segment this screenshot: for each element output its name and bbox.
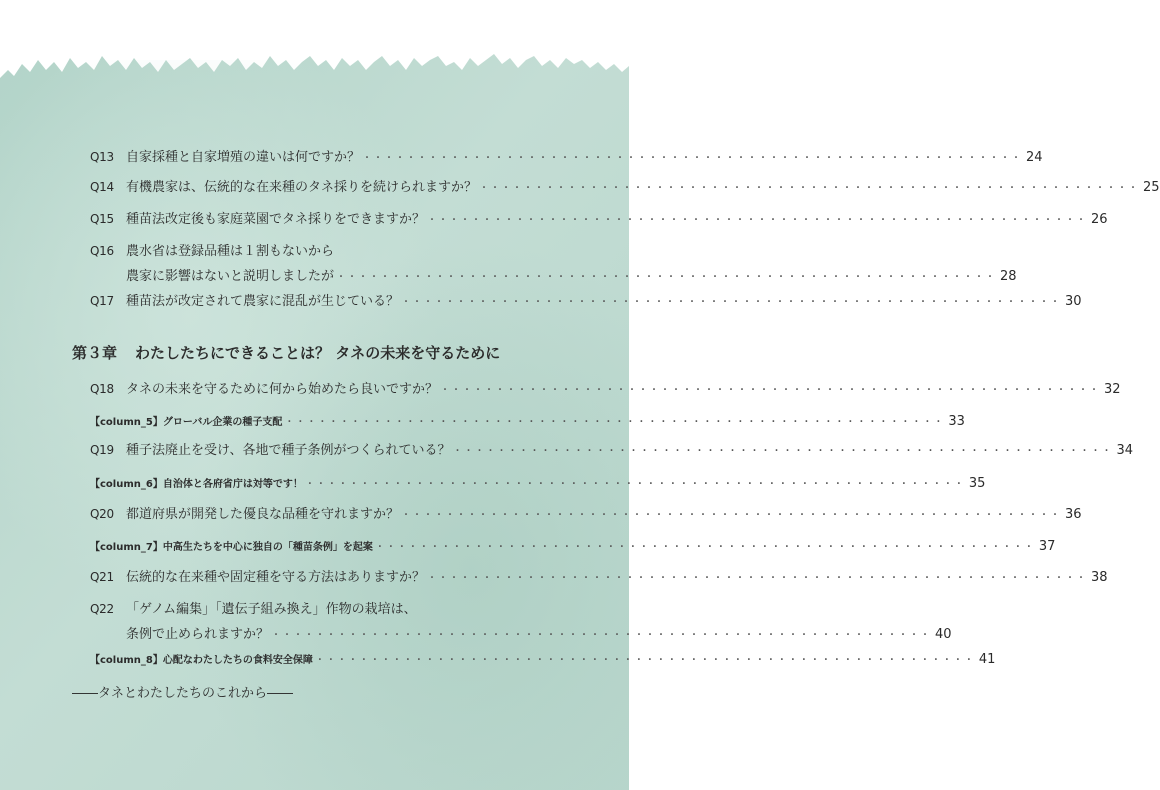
toc-entry[interactable] (90, 566, 1108, 591)
dot-leader: ・・・・・・・・・・・・・・・・・・・・・・・・・・・・・・・・・・・・・・・・・・・・・・・・・・・・・・・・・・・・ (401, 297, 1062, 308)
toc-entry[interactable] (90, 240, 1017, 290)
page-number: 32 (1104, 382, 1121, 397)
dot-leader: ・・・・・・・・・・・・・・・・・・・・・・・・・・・・・・・・・・・・・・・・・・・・・・・・・・・・・・・・・・・・ (427, 215, 1088, 226)
dot-leader: ・・・・・・・・・・・・・・・・・・・・・・・・・・・・・・・・・・・・・・・・・・・・・・・・・・・・・・・・・・・・ (440, 385, 1101, 396)
page-number: 41 (978, 652, 996, 667)
entry-title: 農水省は登録品種は１割もないから (126, 244, 335, 259)
dot-leader: ・・・・・・・・・・・・・・・・・・・・・・・・・・・・・・・・・・・・・・・・・・・・・・・・・・・・・・・・・・・・ (401, 510, 1062, 521)
entry-title: タネの未来を守るために何から始めたら良いですか？ (126, 382, 439, 397)
question-number: Q16 (90, 244, 114, 258)
entry-title: 【column_8】心配なわたしたちの食料安全保障 (90, 655, 313, 666)
entry-title: 種苗法改定後も家庭菜園でタネ採りをできますか？ (126, 212, 426, 227)
dot-leader: ・・・・・・・・・・・・・・・・・・・・・・・・・・・・・・・・・・・・・・・・・・・・・・・・・・・・・・・・・・・・ (271, 630, 932, 641)
dot-leader: ・・・・・・・・・・・・・・・・・・・・・・・・・・・・・・・・・・・・・・・・・・・・・・・・・・・・・・・・・・・・ (452, 446, 1113, 457)
question-number: Q14 (90, 180, 114, 194)
toc-column-entry[interactable] (90, 472, 986, 497)
page-number: 26 (1091, 212, 1108, 227)
dot-leader: ・・・・・・・・・・・・・・・・・・・・・・・・・・・・・・・・・・・・・・・・・・・・・・・・・・・・・・・・・・・・ (427, 573, 1088, 584)
chapter-title: わたしたちにできることは？ タネの未来を守るために (135, 344, 501, 362)
dot-leader: ・・・・・・・・・・・・・・・・・・・・・・・・・・・・・・・・・・・・・・・・・・・・・・・・・・・・・・・・・・・・ (304, 479, 965, 490)
entry-title: 農家に影響はないと説明しましたが (126, 269, 335, 284)
question-number: Q19 (90, 443, 114, 457)
chapter-heading (72, 342, 500, 363)
page-number: 36 (1065, 507, 1082, 522)
toc-entry[interactable] (90, 378, 1121, 403)
page-number: 40 (935, 627, 952, 642)
toc-entry[interactable] (90, 176, 1160, 201)
question-number: Q20 (90, 507, 114, 521)
page-number: 24 (1026, 150, 1043, 165)
question-number: Q22 (90, 602, 114, 616)
toc-entry[interactable] (90, 208, 1108, 233)
page-number: 37 (1038, 539, 1056, 554)
toc-entry[interactable] (90, 598, 952, 648)
question-number: Q18 (90, 382, 114, 396)
entry-title: 有機農家は、伝統的な在来種のタネ採りを続けられますか？ (126, 180, 478, 195)
dot-leader: ・・・・・・・・・・・・・・・・・・・・・・・・・・・・・・・・・・・・・・・・・・・・・・・・・・・・・・・・・・・・ (362, 153, 1023, 164)
entry-title: 種子法廃止を受け、各地で種子条例がつくられている？ (126, 443, 451, 458)
toc-entry[interactable] (90, 439, 1134, 464)
question-number: Q15 (90, 212, 114, 226)
entry-title: 条例で止められますか？ (126, 627, 270, 642)
toc-entry[interactable] (90, 290, 1082, 315)
entry-title: 【column_7】中高生たちを中心に独自の「種苗条例」を起案 (90, 542, 373, 553)
dot-leader: ・・・・・・・・・・・・・・・・・・・・・・・・・・・・・・・・・・・・・・・・・・・・・・・・・・・・・・・・・・・・ (336, 272, 997, 283)
toc-entry[interactable] (90, 146, 1043, 171)
question-number: Q17 (90, 294, 114, 308)
dot-leader: ・・・・・・・・・・・・・・・・・・・・・・・・・・・・・・・・・・・・・・・・・・・・・・・・・・・・・・・・・・・・ (479, 183, 1140, 194)
question-number: Q21 (90, 570, 114, 584)
page-number: 35 (968, 476, 986, 491)
entry-title: 自家採種と自家増殖の違いは何ですか？ (126, 150, 361, 165)
page-number: 25 (1143, 180, 1160, 195)
dot-leader: ・・・・・・・・・・・・・・・・・・・・・・・・・・・・・・・・・・・・・・・・・・・・・・・・・・・・・・・・・・・・ (284, 417, 945, 428)
page-number: 28 (1000, 269, 1017, 284)
entry-title: 【column_6】自治体と各府省庁は対等です！ (90, 479, 303, 490)
page-number: 33 (948, 414, 965, 429)
entry-title: 種苗法が改定されて農家に混乱が生じている？ (126, 294, 400, 309)
toc-entry[interactable] (90, 503, 1082, 528)
question-number: Q13 (90, 150, 114, 164)
entry-title: 【column_5】グローバル企業の種子支配 (90, 417, 283, 428)
dot-leader: ・・・・・・・・・・・・・・・・・・・・・・・・・・・・・・・・・・・・・・・・・・・・・・・・・・・・・・・・・・・・ (314, 655, 975, 666)
toc-column-entry[interactable] (90, 648, 996, 673)
closing-title: ――タネとわたしたちのこれから―― (72, 686, 294, 701)
chapter-number: 第３章 (72, 344, 118, 362)
toc-column-entry[interactable] (90, 410, 965, 435)
entry-title: 「ゲノム編集」「遺伝子組み換え」作物の栽培は、 (126, 602, 417, 617)
page-number: 38 (1091, 570, 1108, 585)
entry-title: 伝統的な在来種や固定種を守る方法はありますか？ (126, 570, 426, 585)
page-number: 30 (1065, 294, 1082, 309)
dot-leader: ・・・・・・・・・・・・・・・・・・・・・・・・・・・・・・・・・・・・・・・・・・・・・・・・・・・・・・・・・・・・ (374, 542, 1035, 553)
entry-title: 都道府県が開発した優良な品種を守れますか？ (126, 507, 400, 522)
page-number: 34 (1116, 443, 1134, 458)
toc-column-entry[interactable] (90, 535, 1056, 560)
